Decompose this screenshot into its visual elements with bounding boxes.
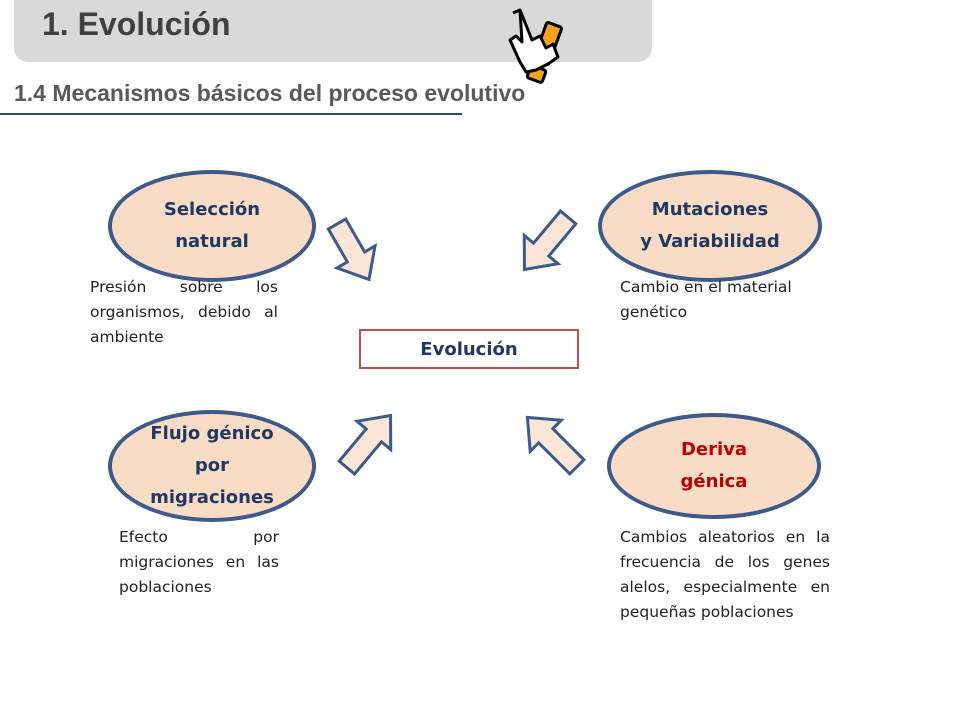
description-flujo-genico: Efecto por migraciones en las poblaciones: [119, 528, 279, 596]
description-deriva-genica: Cambios aleatorios en la frecuencia de los genes alelos, especialmente en pequeñas poblaciones: [620, 528, 830, 621]
node-mutaciones-variabilidad: Mutaciones y Variabilidad: [598, 170, 822, 282]
arrow-mutaciones-to-evolucion: [508, 203, 585, 283]
arrow-flujo-to-evolucion: [330, 401, 407, 481]
node-deriva-genica: Deriva génica: [607, 413, 821, 519]
slide-title: 1. Evolución: [42, 6, 231, 42]
node-flujo-genico: Flujo génico por migraciones: [108, 410, 316, 522]
center-evolucion: Evolución: [359, 329, 579, 369]
node-seleccion-natural: Selección natural: [108, 170, 316, 282]
slide-subtitle: 1.4 Mecanismos básicos del proceso evolutivo: [14, 80, 526, 106]
description-mutaciones: Cambio en el material genético: [620, 278, 792, 321]
description-seleccion-natural: Presión sobre los organismos, debido al ambiente: [90, 278, 278, 346]
arrow-seleccion-to-evolucion: [318, 213, 388, 290]
arrow-deriva-to-evolucion: [512, 402, 593, 483]
